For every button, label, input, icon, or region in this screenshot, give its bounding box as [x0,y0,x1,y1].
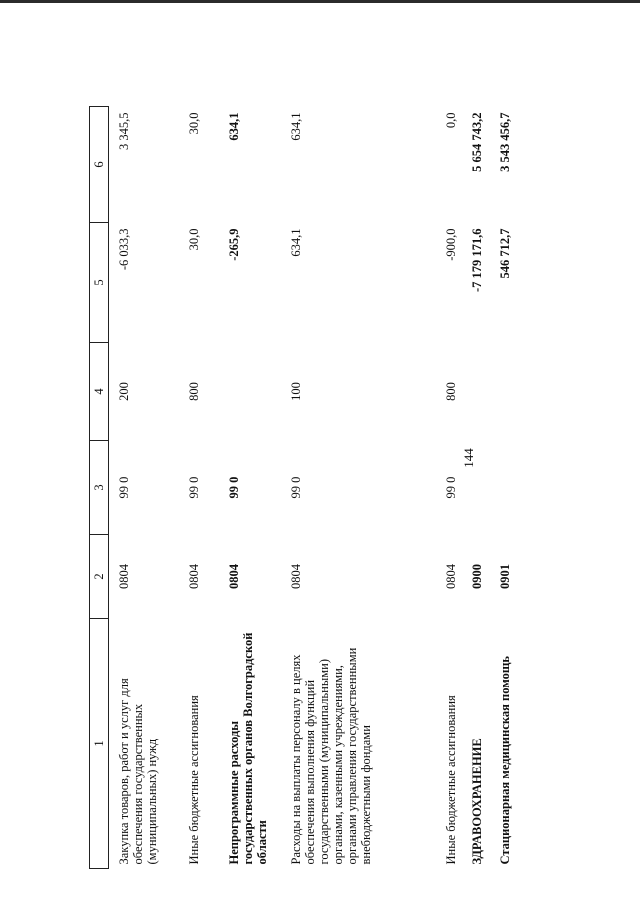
row-name: Стационарная медицинская помощь [497,655,512,865]
row-target: 99 0 [117,476,131,499]
col-header-5: 5 [90,223,109,343]
row-name: Непрограммные расходы государственных органов Волгоградской области [226,632,269,865]
row-total: 3 543 456,7 [497,112,512,172]
page-number: 144 [460,448,476,468]
table-row [187,107,227,869]
row-section: 0804 [443,564,458,589]
row-expense [498,343,534,441]
row-change: -265,9 [226,228,241,261]
row-change: 546 712,7 [497,228,512,279]
row-section: 0804 [117,564,131,589]
row-name: ЗДРАВООХРАНЕНИЕ [469,738,484,865]
row-target: 99 0 [443,476,458,499]
row-total: 0,0 [443,112,458,129]
row-name: Иные бюджетные ассигнования [186,695,201,865]
row-section: 0804 [186,564,201,589]
row-section: 0900 [469,564,484,589]
row-section: 0901 [497,564,512,589]
table-row [470,107,498,869]
row-target: 99 0 [288,476,303,499]
row-expense [227,343,289,441]
col-header-2: 2 [90,535,109,619]
row-target [470,441,498,535]
table-row [498,107,534,869]
row-target [498,441,534,535]
table-row [227,107,289,869]
row-change: -6 033,3 [117,228,131,271]
row-total: 3 345,5 [117,112,131,150]
row-section: 0804 [226,564,241,589]
row-change: -7 179 171,6 [469,228,484,293]
row-total: 5 654 743,2 [469,112,484,172]
row-name: Расходы на выплаты персоналу в целях обеспечения выполнения функций государственными (муниципальными) органами, казенными учреждениями, органами управления государственными внебюджетными фондами [288,647,373,865]
row-change: 30,0 [186,228,201,251]
row-total: 30,0 [186,112,201,135]
row-total: 634,1 [226,112,241,141]
rotated-table-container [89,107,514,869]
row-expense: 100 [288,382,303,401]
rotated-page-area [89,107,514,869]
top-border-line [0,0,640,3]
col-header-4: 4 [90,343,109,441]
row-expense: 800 [186,382,201,401]
row-section: 0804 [288,564,303,589]
row-name: Иные бюджетные ассигнования [443,695,458,865]
col-header-1: 1 [90,619,109,869]
table-row [109,107,187,869]
col-header-6: 6 [90,107,109,223]
table-row [444,107,470,869]
row-name: Закупка товаров, работ и услуг для обеспечения государственных (муниципальных) нужд [117,678,159,865]
row-target: 99 0 [186,476,201,499]
row-expense: 800 [443,382,458,401]
row-change: 634,1 [288,228,303,257]
header-row [90,107,109,869]
col-header-3: 3 [90,441,109,535]
row-expense [470,343,498,441]
budget-table [89,106,534,869]
table-row [289,107,444,869]
row-expense: 200 [117,382,131,401]
row-total: 634,1 [288,112,303,141]
row-target: 99 0 [226,476,241,499]
row-change: -900,0 [443,228,458,261]
